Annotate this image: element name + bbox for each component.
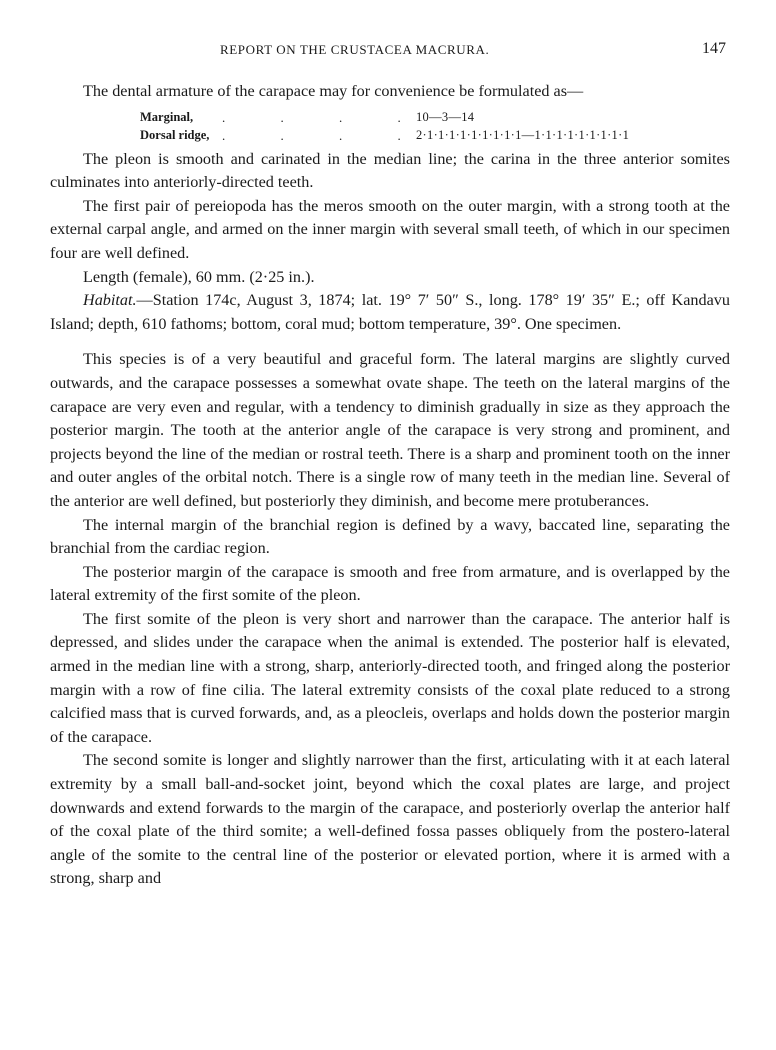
paragraph-second-somite: The second somite is longer and slightly narrower than the first, articulating with it at each lateral extremity by a small ball-and-socket joint, beyond which the coxal plates are large, and project downwards and extend forwards to the margin of the carapace, and posteriorly overlap the anterior half of the coxal plate of the third somite; a well-defined fossa passes obliquely from the postero-lateral angle of the somite to the central line of the posterior or elevated portion, where it is armed with a strong, sharp and	[50, 751, 730, 888]
formula-leader-dots: . . . .	[222, 127, 427, 143]
formula-intro: The dental armature of the carapace may for convenience be formulated as—	[83, 82, 584, 100]
page-number: 147	[702, 40, 726, 57]
paragraph-length: Length (female), 60 mm. (2·25 in.).	[83, 267, 315, 286]
formula-value: 2·1·1·1·1·1·1·1·1·1—1·1·1·1·1·1·1·1·1	[416, 127, 630, 142]
running-title: REPORT ON THE CRUSTACEA MACRURA.	[220, 42, 490, 57]
formula-row-marginal	[50, 110, 730, 128]
paragraph-pleon: The pleon is smooth and carinated in the median line; the carina in the three anterior somites culminates into anteriorly-directed teeth.	[50, 149, 730, 192]
paragraph-habitat	[50, 289, 730, 336]
formula-label: Dorsal ridge,	[140, 127, 210, 142]
formula-value: 10—3—14	[416, 109, 475, 124]
paragraph-branchial-region: The internal margin of the branchial region is defined by a wavy, baccated line, separating the branchial from the cardiac region.	[50, 515, 730, 558]
formula-row-dorsal-ridge	[50, 128, 730, 146]
formula-label: Marginal,	[140, 109, 194, 124]
formula-leader-dots: . . . .	[222, 109, 427, 125]
paragraph-posterior-margin: The posterior margin of the carapace is smooth and free from armature, and is overlapped by the lateral extremity of the first somite of the pleon.	[50, 562, 730, 605]
running-header	[50, 42, 730, 70]
paragraph-pereiopoda: The first pair of pereiopoda has the meros smooth on the outer margin, with a strong tooth at the external carpal angle, and armed on the inner margin with several small teeth, of which in our specimen four are well defined.	[50, 196, 730, 262]
section-gap	[50, 336, 730, 348]
habitat-text: —Station 174c, August 3, 1874; lat. 19° 7′ 50″ S., long. 178° 19′ 35″ E.; off Kandavu Island; depth, 610 fathoms; bottom, coral mud; bottom temperature, 39°. One specimen.	[50, 291, 730, 333]
paragraph-species-description: This species is of a very beautiful and graceful form. The lateral margins are slightly curved outwards, and the carapace possesses a somewhat ovate shape. The teeth on the lateral margins of the carapace are very even and regular, with a tendency to diminish gradually in size as they approach the posterior margin. The tooth at the anterior angle of the carapace is very strong and prominent, and projects beyond the line of the median or rostral teeth. There is a sharp and prominent tooth on the inner and outer angles of the orbital notch. There is a single row of many teeth in the median line. Several of the anterior are well defined, but posteriorly they diminish, and become mere protuberances.	[50, 350, 730, 510]
document-page	[50, 42, 730, 891]
habitat-label: Habitat.	[83, 291, 137, 310]
paragraph-first-somite: The first somite of the pleon is very short and narrower than the carapace. The anterior half is depressed, and slides under the carapace when the animal is extended. The posterior half is elevated, armed in the median line with a strong, sharp, anteriorly-directed tooth, and fringed along the posterior margin with a row of fine cilia. The lateral extremity consists of the coxal plate reduced to a strong calcified mass that is curved forwards, and, as a pleocleis, overlaps and holds down the posterior margin of the carapace.	[50, 609, 730, 746]
dental-formula	[50, 110, 730, 146]
